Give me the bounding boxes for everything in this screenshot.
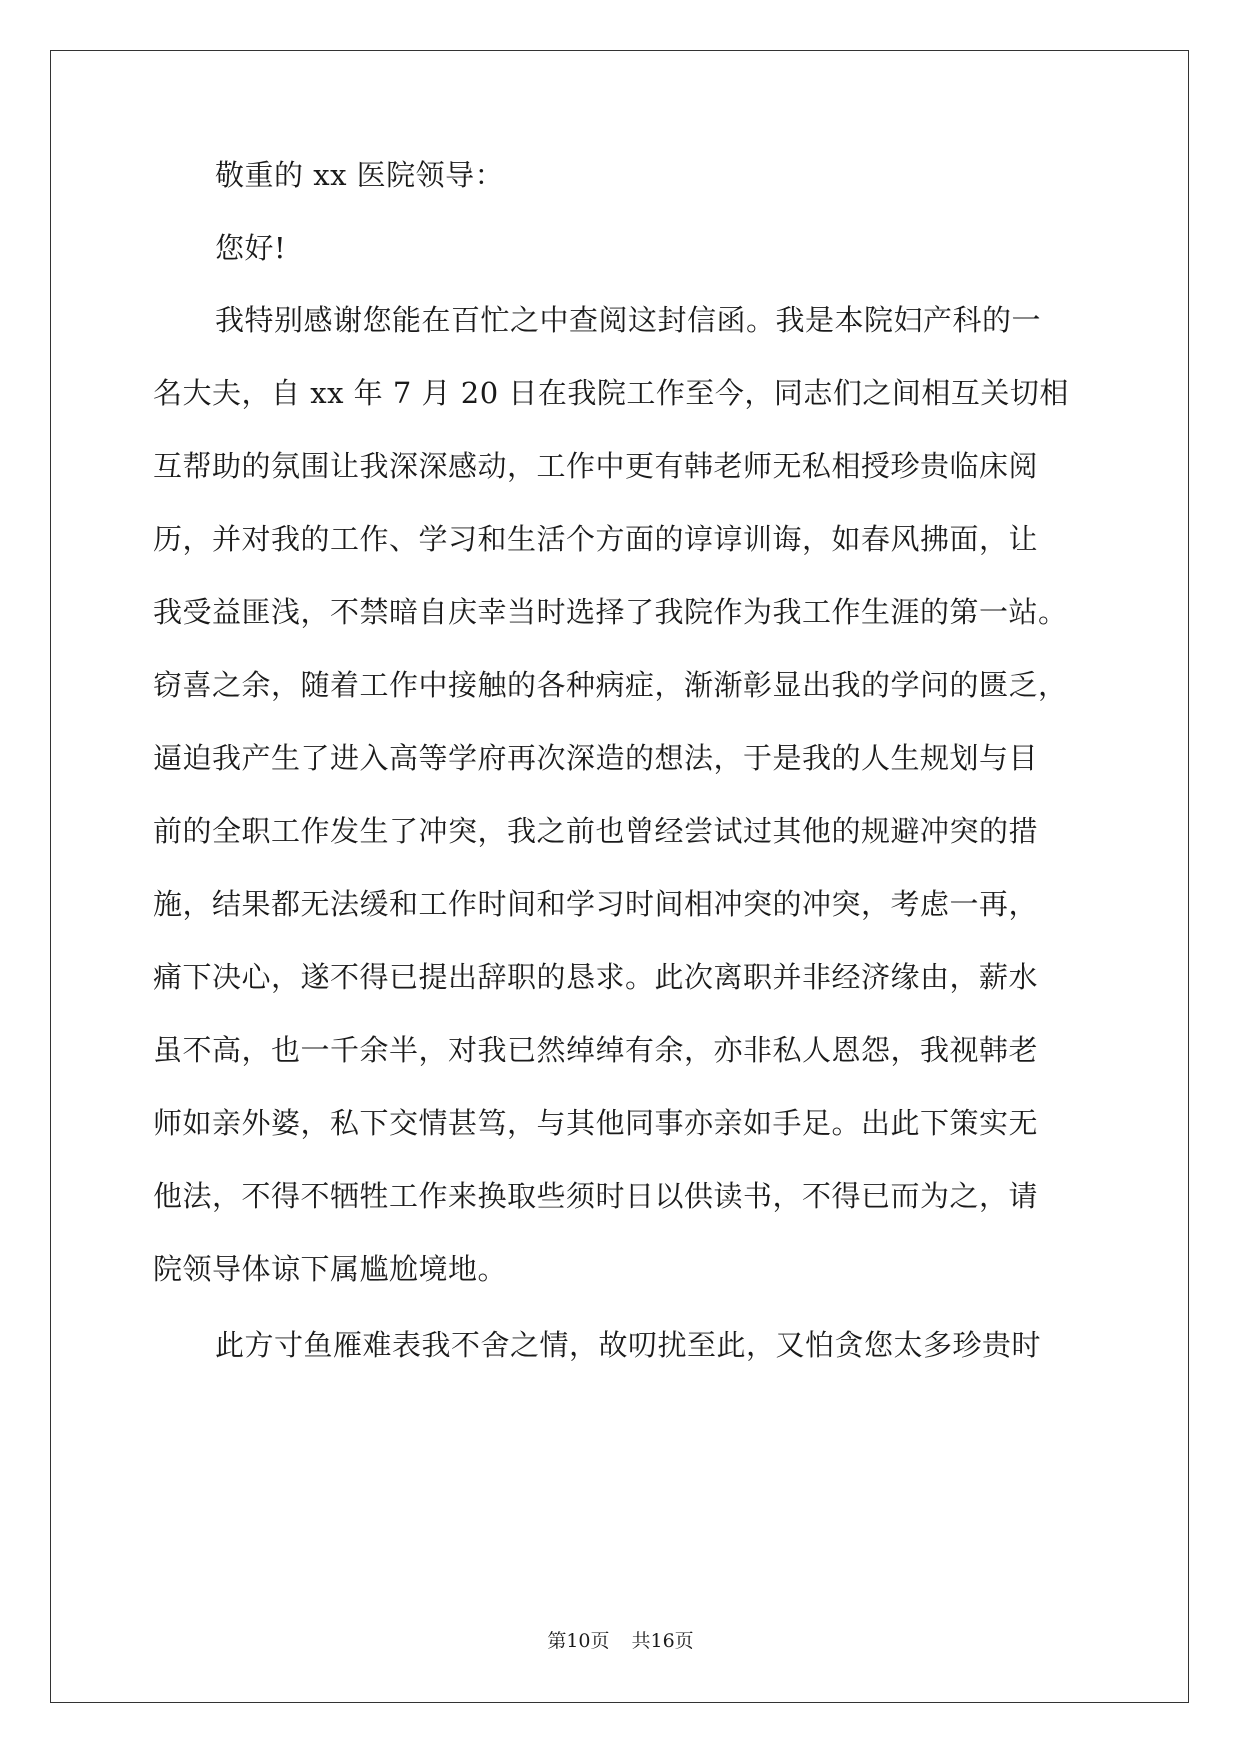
page-number-current: 第10页	[547, 1630, 610, 1652]
body-line: 窃喜之余，随着工作中接触的各种病症，渐渐彰显出我的学问的匮乏，	[153, 668, 1068, 702]
closing-line: 此方寸鱼雁难表我不舍之情，故叨扰至此，又怕贪您太多珍贵时	[215, 1328, 1042, 1362]
body-line: 名大夫，自 xx 年 7 月 20 日在我院工作至今，同志们之间相互关切相	[153, 376, 1069, 410]
body-line: 历，并对我的工作、学习和生活个方面的谆谆训诲，如春风拂面，让	[153, 522, 1039, 556]
body-line: 虽不高，也一千余半，对我已然绰绰有余，亦非私人恩怨，我视韩老	[153, 1033, 1039, 1067]
page-number-total: 共16页	[631, 1630, 694, 1652]
body-line: 施，结果都无法缓和工作时间和学习时间相冲突的冲突，考虑一再，	[153, 887, 1039, 921]
body-line: 他法，不得不牺牲工作来换取些须时日以供读书，不得已而为之，请	[153, 1179, 1039, 1213]
body-line: 师如亲外婆，私下交情甚笃，与其他同事亦亲如手足。出此下策实无	[153, 1106, 1039, 1140]
greeting: 您好!	[215, 231, 287, 265]
body-line: 痛下决心，遂不得已提出辞职的恳求。此次离职并非经济缘由，薪水	[153, 960, 1039, 994]
body-line: 互帮助的氛围让我深深感动，工作中更有韩老师无私相授珍贵临床阅	[153, 449, 1039, 483]
body-line: 我受益匪浅，不禁暗自庆幸当时选择了我院作为我工作生涯的第一站。	[153, 595, 1068, 629]
body-line: 前的全职工作发生了冲突，我之前也曾经尝试过其他的规避冲突的措	[153, 814, 1039, 848]
page-border	[50, 50, 1189, 1703]
page-footer	[0, 1629, 1241, 1653]
body-line: 院领导体谅下属尴尬境地。	[153, 1252, 508, 1286]
salutation: 敬重的 xx 医院领导：	[215, 158, 505, 192]
body-line: 我特别感谢您能在百忙之中查阅这封信函。我是本院妇产科的一	[215, 303, 1042, 337]
body-line: 逼迫我产生了进入高等学府再次深造的想法，于是我的人生规划与目	[153, 741, 1039, 775]
